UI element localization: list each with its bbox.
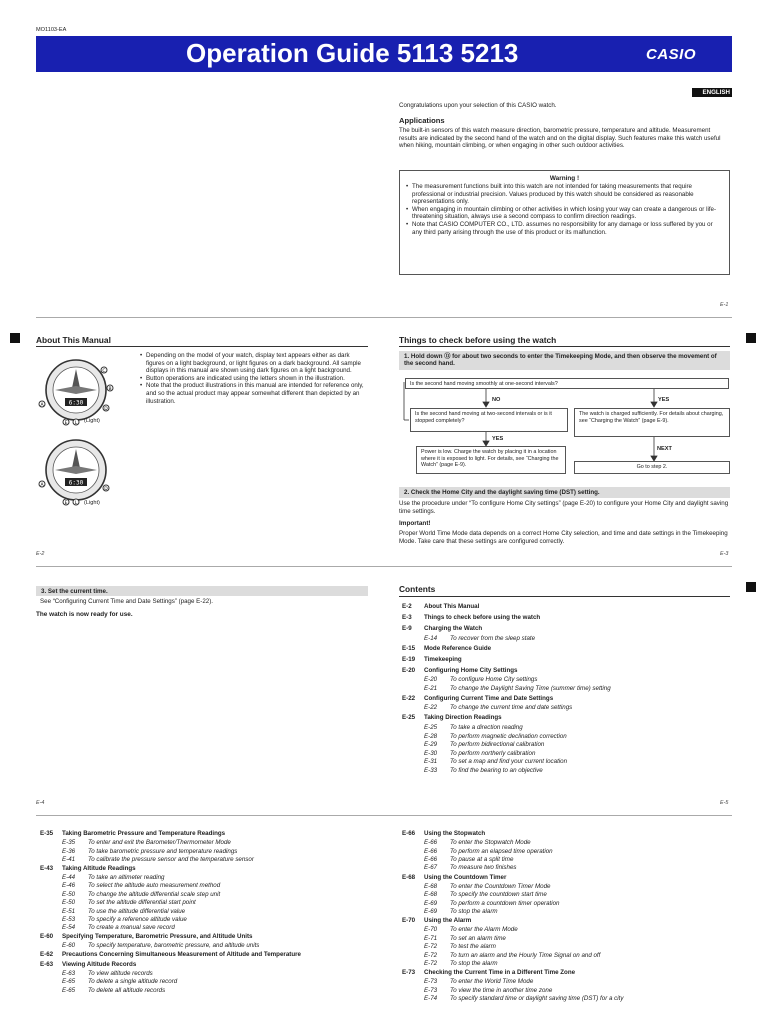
svg-text:E: E: [64, 501, 68, 506]
toc-entry[interactable]: Specifying Temperature, Barometric Pressure, and Altitude Units: [62, 933, 253, 941]
toc-sub-entry[interactable]: To use the altitude differential value: [88, 907, 186, 915]
toc-entry[interactable]: Configuring Current Time and Date Settings: [424, 694, 554, 702]
toc-sub-entry[interactable]: To perform northerly calibration: [450, 749, 536, 757]
toc-sub-entry[interactable]: To measure two finishes: [450, 864, 517, 872]
toc-page-ref: E-60: [40, 933, 54, 941]
toc-sub-entry[interactable]: To set the altitude differential start point: [88, 899, 196, 907]
toc-sub-entry[interactable]: To delete a single altitude record: [88, 978, 178, 986]
toc-sub-page-ref: E-74: [424, 995, 438, 1003]
page-number: E-5: [720, 800, 729, 806]
svg-text:E: E: [64, 421, 68, 426]
toc-entry[interactable]: Using the Countdown Timer: [424, 873, 507, 881]
flow-power-low-box: Power is low. Charge the watch by placing it in a location where it is exposed to light. For details, see “Charging the Watch” (page E-9).: [416, 446, 566, 474]
toc-sub-entry[interactable]: To configure Home City settings: [450, 676, 538, 684]
flow-no-label: NO: [492, 397, 501, 403]
toc-sub-page-ref: E-65: [62, 986, 76, 994]
toc-sub-page-ref: E-46: [62, 882, 76, 890]
toc-sub-entry[interactable]: To set an alarm time: [450, 934, 506, 942]
toc-entry[interactable]: Taking Barometric Pressure and Temperature Readings: [62, 830, 226, 837]
toc-sub-entry[interactable]: To calibrate the pressure sensor and the temperature sensor: [88, 856, 254, 863]
toc-page-ref: E-3: [402, 614, 412, 621]
toc-sub-entry[interactable]: To enter the Countdown Timer Mode: [450, 882, 551, 890]
svg-text:L: L: [74, 421, 78, 426]
toc-sub-page-ref: E-28: [424, 732, 438, 740]
toc-sub-entry[interactable]: To enter the Alarm Mode: [450, 926, 518, 934]
toc-sub-entry[interactable]: To create a manual save record: [88, 924, 175, 932]
important-text: Proper World Time Mode data depends on a correct Home City selection, and time and date settings in the Timekeeping Mode. Take care that these settings are configured correctly.: [399, 530, 728, 545]
toc-sub-entry[interactable]: To turn an alarm and the Hourly Time Signal on and off: [450, 951, 601, 959]
toc-sub-entry[interactable]: To take an altimeter reading: [88, 874, 165, 881]
applications-text: The built-in sensors of this watch measure direction, barometric pressure, temperature and altitude. Measurement results are indicated by the second hand of the watch and on the digital display. Such features make this watch useful when hiking, mountain climbing, or when engaging in other such outdoor activities.: [399, 127, 721, 150]
flow-go-step2-box: Go to step 2.: [574, 461, 730, 474]
contents-list-continued-left: [40, 830, 370, 1020]
toc-sub-page-ref: E-72: [424, 960, 438, 967]
ready-text: The watch is now ready for use.: [36, 611, 133, 618]
toc-sub-entry[interactable]: To perform bidirectional calibration: [450, 741, 545, 749]
toc-sub-page-ref: E-30: [424, 749, 438, 757]
toc-sub-page-ref: E-20: [424, 676, 438, 684]
svg-text:D: D: [104, 487, 108, 492]
applications-heading: Applications: [399, 116, 445, 125]
toc-sub-entry[interactable]: To take barometric pressure and temperature readings: [88, 847, 238, 855]
toc-sub-page-ref: E-53: [62, 916, 76, 923]
toc-sub-page-ref: E-67: [424, 864, 438, 872]
toc-sub-page-ref: E-31: [424, 758, 438, 766]
toc-sub-page-ref: E-73: [424, 986, 438, 994]
toc-entry[interactable]: Precautions Concerning Simultaneous Measurement of Altitude and Temperature: [62, 951, 301, 959]
important-heading: Important!: [399, 520, 431, 527]
about-manual-heading: About This Manual: [36, 335, 111, 345]
toc-page-ref: E-35: [40, 830, 54, 837]
toc-sub-entry[interactable]: To enter the World Time Mode: [450, 978, 534, 986]
toc-page-ref: E-66: [402, 830, 416, 837]
toc-sub-page-ref: E-60: [62, 942, 76, 950]
toc-sub-entry[interactable]: To take a direction reading: [450, 724, 523, 731]
toc-entry[interactable]: Charging the Watch: [424, 625, 483, 632]
svg-text:D: D: [104, 407, 108, 412]
step2-text: Use the procedure under “To configure Home City settings” (page E-20) to configure your Home City and daylight saving time settings.: [399, 500, 729, 515]
toc-sub-entry[interactable]: To specify temperature, barometric pressure, and altitude units: [88, 942, 260, 950]
toc-sub-entry[interactable]: To perform magnetic declination correction: [450, 732, 567, 740]
toc-sub-page-ref: E-33: [424, 767, 438, 774]
page-number: E-1: [720, 302, 729, 308]
about-manual-item: • Depending on the model of your watch, display text appears either as dark figures on a light background, or light figures on a dark background. All sample displays in this manual are shown using dark figures on a light background.: [140, 352, 368, 375]
toc-sub-entry[interactable]: To delete all altitude records: [88, 986, 166, 994]
toc-page-ref: E-2: [402, 603, 412, 610]
doc-code: MO1103-EA: [36, 27, 67, 33]
toc-sub-entry[interactable]: To change the Daylight Saving Time (summer time) setting: [450, 684, 611, 692]
toc-sub-page-ref: E-14: [424, 634, 438, 642]
toc-sub-page-ref: E-41: [62, 856, 76, 863]
svg-text:B: B: [108, 387, 112, 392]
things-check-heading: Things to check before using the watch: [399, 335, 557, 345]
toc-page-ref: E-43: [40, 864, 54, 872]
toc-sub-entry[interactable]: To perform an elapsed time operation: [450, 847, 553, 855]
flow-question-1: Is the second hand moving smoothly at one-second intervals?: [405, 378, 729, 389]
light-label-2: (Light): [84, 500, 100, 506]
toc-sub-page-ref: E-69: [424, 908, 438, 915]
toc-sub-page-ref: E-66: [424, 847, 438, 855]
step3-band: 3. Set the current time.: [36, 586, 368, 596]
toc-sub-page-ref: E-63: [62, 970, 76, 977]
contents-heading: Contents: [399, 584, 436, 594]
toc-page-ref: E-68: [402, 873, 416, 881]
flow-next-label: NEXT: [657, 446, 672, 452]
toc-sub-page-ref: E-51: [62, 907, 76, 915]
toc-sub-page-ref: E-50: [62, 899, 76, 907]
toc-sub-page-ref: E-35: [62, 839, 76, 847]
toc-sub-entry[interactable]: To pause at a split time: [450, 856, 514, 863]
toc-sub-entry[interactable]: To view altitude records: [88, 970, 153, 977]
toc-page-ref: E-63: [40, 960, 54, 968]
step3-text: See “Configuring Current Time and Date Settings” (page E-22).: [40, 598, 213, 605]
toc-sub-entry[interactable]: To change the current time and date settings: [450, 704, 573, 712]
toc-sub-entry[interactable]: To specify a reference altitude value: [88, 916, 187, 923]
toc-sub-page-ref: E-68: [424, 891, 438, 899]
toc-sub-entry[interactable]: To specify the countdown start time: [450, 891, 547, 899]
step2-band: 2. Check the Home City and the daylight saving time (DST) setting.: [399, 487, 730, 498]
about-manual-item: • Note that the product illustrations in this manual are intended for reference only, and so the actual product may appear somewhat different than depicted by an illustration.: [140, 382, 368, 405]
toc-sub-entry[interactable]: To stop the alarm: [450, 960, 498, 967]
toc-entry[interactable]: Taking Altitude Readings: [62, 864, 136, 872]
flow-yes2-label: YES: [492, 436, 504, 442]
page-number: E-4: [36, 800, 45, 806]
svg-text:L: L: [74, 501, 78, 506]
toc-page-ref: E-9: [402, 625, 412, 632]
toc-sub-page-ref: E-21: [424, 684, 438, 692]
flow-question-2: Is the second hand moving at two-second intervals or is it stopped completely?: [410, 408, 568, 432]
toc-sub-page-ref: E-72: [424, 943, 438, 951]
toc-sub-page-ref: E-70: [424, 926, 438, 934]
about-manual-list: [140, 352, 368, 405]
toc-sub-entry[interactable]: To change the altitude differential scale step unit: [88, 890, 221, 898]
toc-page-ref: E-15: [402, 644, 416, 652]
toc-sub-page-ref: E-54: [62, 924, 76, 932]
contents-list-continued-right: [402, 830, 732, 1020]
toc-sub-page-ref: E-44: [62, 874, 76, 881]
toc-sub-entry[interactable]: To set a map and find your current location: [450, 758, 568, 766]
light-label-1: (Light): [84, 418, 100, 424]
toc-sub-page-ref: E-29: [424, 741, 438, 749]
toc-entry[interactable]: Using the Alarm: [424, 917, 472, 925]
toc-sub-page-ref: E-72: [424, 951, 438, 959]
toc-sub-page-ref: E-50: [62, 890, 76, 898]
toc-sub-entry[interactable]: To enter and exit the Barometer/Thermometer Mode: [88, 839, 231, 847]
toc-sub-entry[interactable]: To stop the alarm: [450, 908, 498, 915]
toc-page-ref: E-73: [402, 969, 416, 977]
toc-entry[interactable]: Viewing Altitude Records: [62, 960, 137, 968]
page-number: E-2: [36, 551, 45, 557]
warning-title: Warning !: [549, 175, 580, 182]
toc-sub-entry[interactable]: To enter the Stopwatch Mode: [450, 839, 531, 847]
toc-page-ref: E-19: [402, 655, 416, 663]
flow-charged-box: The watch is charged sufficiently. For details about charging, see “Charging the Watch” (page E-9).: [574, 408, 730, 437]
toc-entry[interactable]: Mode Reference Guide: [424, 644, 492, 652]
toc-sub-page-ref: E-65: [62, 978, 76, 986]
page-number: E-3: [720, 551, 729, 557]
toc-sub-page-ref: E-66: [424, 839, 438, 847]
toc-entry[interactable]: Checking the Current Time in a Different Time Zone: [424, 969, 576, 977]
toc-sub-page-ref: E-25: [424, 724, 438, 731]
language-badge: ENGLISH: [692, 88, 732, 97]
warning-list: [406, 183, 723, 236]
step1-band: 1. Hold down Ⓓ for about two seconds to enter the Timekeeping Mode, and then observe the movement of the second hand.: [399, 351, 730, 370]
toc-page-ref: E-25: [402, 714, 416, 722]
page-title: Operation Guide 5113 5213: [186, 38, 519, 68]
watch-display-1: 6:30: [68, 399, 84, 407]
toc-sub-entry[interactable]: To select the altitude auto measurement method: [88, 882, 221, 890]
toc-sub-page-ref: E-36: [62, 847, 76, 855]
toc-sub-entry[interactable]: To find the bearing to an objective: [450, 767, 543, 774]
toc-page-ref: E-22: [402, 694, 416, 702]
toc-entry[interactable]: Using the Stopwatch: [424, 830, 486, 837]
title-banner: [36, 36, 732, 72]
toc-sub-page-ref: E-22: [424, 704, 438, 712]
svg-text:A: A: [40, 483, 44, 488]
casio-logo: CASIO: [646, 46, 697, 63]
toc-page-ref: E-70: [402, 917, 416, 925]
toc-entry[interactable]: Timekeeping: [424, 655, 462, 663]
toc-sub-page-ref: E-73: [424, 978, 438, 986]
warning-box: [399, 170, 730, 275]
toc-entry[interactable]: Taking Direction Readings: [424, 714, 502, 722]
about-manual-item: • Button operations are indicated using the letters shown in the illustration.: [140, 375, 368, 383]
toc-sub-page-ref: E-68: [424, 882, 438, 890]
watch-display-2: 6:30: [68, 479, 84, 487]
toc-sub-entry[interactable]: To test the alarm: [450, 943, 496, 951]
warning-item: • The measurement functions built into this watch are not intended for taking measurements that require professional or industrial precision. Values produced by this watch should be considered as reasonable representations only.: [406, 183, 723, 206]
toc-entry[interactable]: Configuring Home City Settings: [424, 666, 518, 674]
toc-sub-entry[interactable]: To perform a countdown timer operation: [450, 899, 560, 907]
toc-sub-page-ref: E-69: [424, 899, 438, 907]
toc-entry[interactable]: Things to check before using the watch: [424, 614, 541, 621]
svg-text:C: C: [102, 369, 106, 374]
toc-sub-entry[interactable]: To specify standard time or daylight saving time (DST) for a city: [450, 995, 624, 1003]
toc-sub-entry[interactable]: To view the time in another time zone: [450, 986, 553, 994]
toc-page-ref: E-20: [402, 666, 416, 674]
toc-sub-page-ref: E-66: [424, 856, 438, 863]
congratulations-text: Congratulations upon your selection of this CASIO watch.: [399, 102, 557, 109]
contents-list: [402, 601, 732, 791]
toc-sub-page-ref: E-71: [424, 934, 438, 942]
toc-entry[interactable]: About This Manual: [424, 603, 480, 610]
warning-item: • When engaging in mountain climbing or other activities in which losing your way can create a dangerous or life-threatening situation, always use a second compass to confirm direction readings.: [406, 206, 723, 221]
svg-text:A: A: [40, 403, 44, 408]
toc-page-ref: E-62: [40, 951, 54, 959]
flow-yes-label: YES: [658, 397, 670, 403]
toc-sub-entry[interactable]: To recover from the sleep state: [450, 634, 536, 642]
warning-item: • Note that CASIO COMPUTER CO., LTD. assumes no responsibility for any damage or loss suffered by you or any third party arising through the use of this product or its malfunction.: [406, 221, 723, 236]
